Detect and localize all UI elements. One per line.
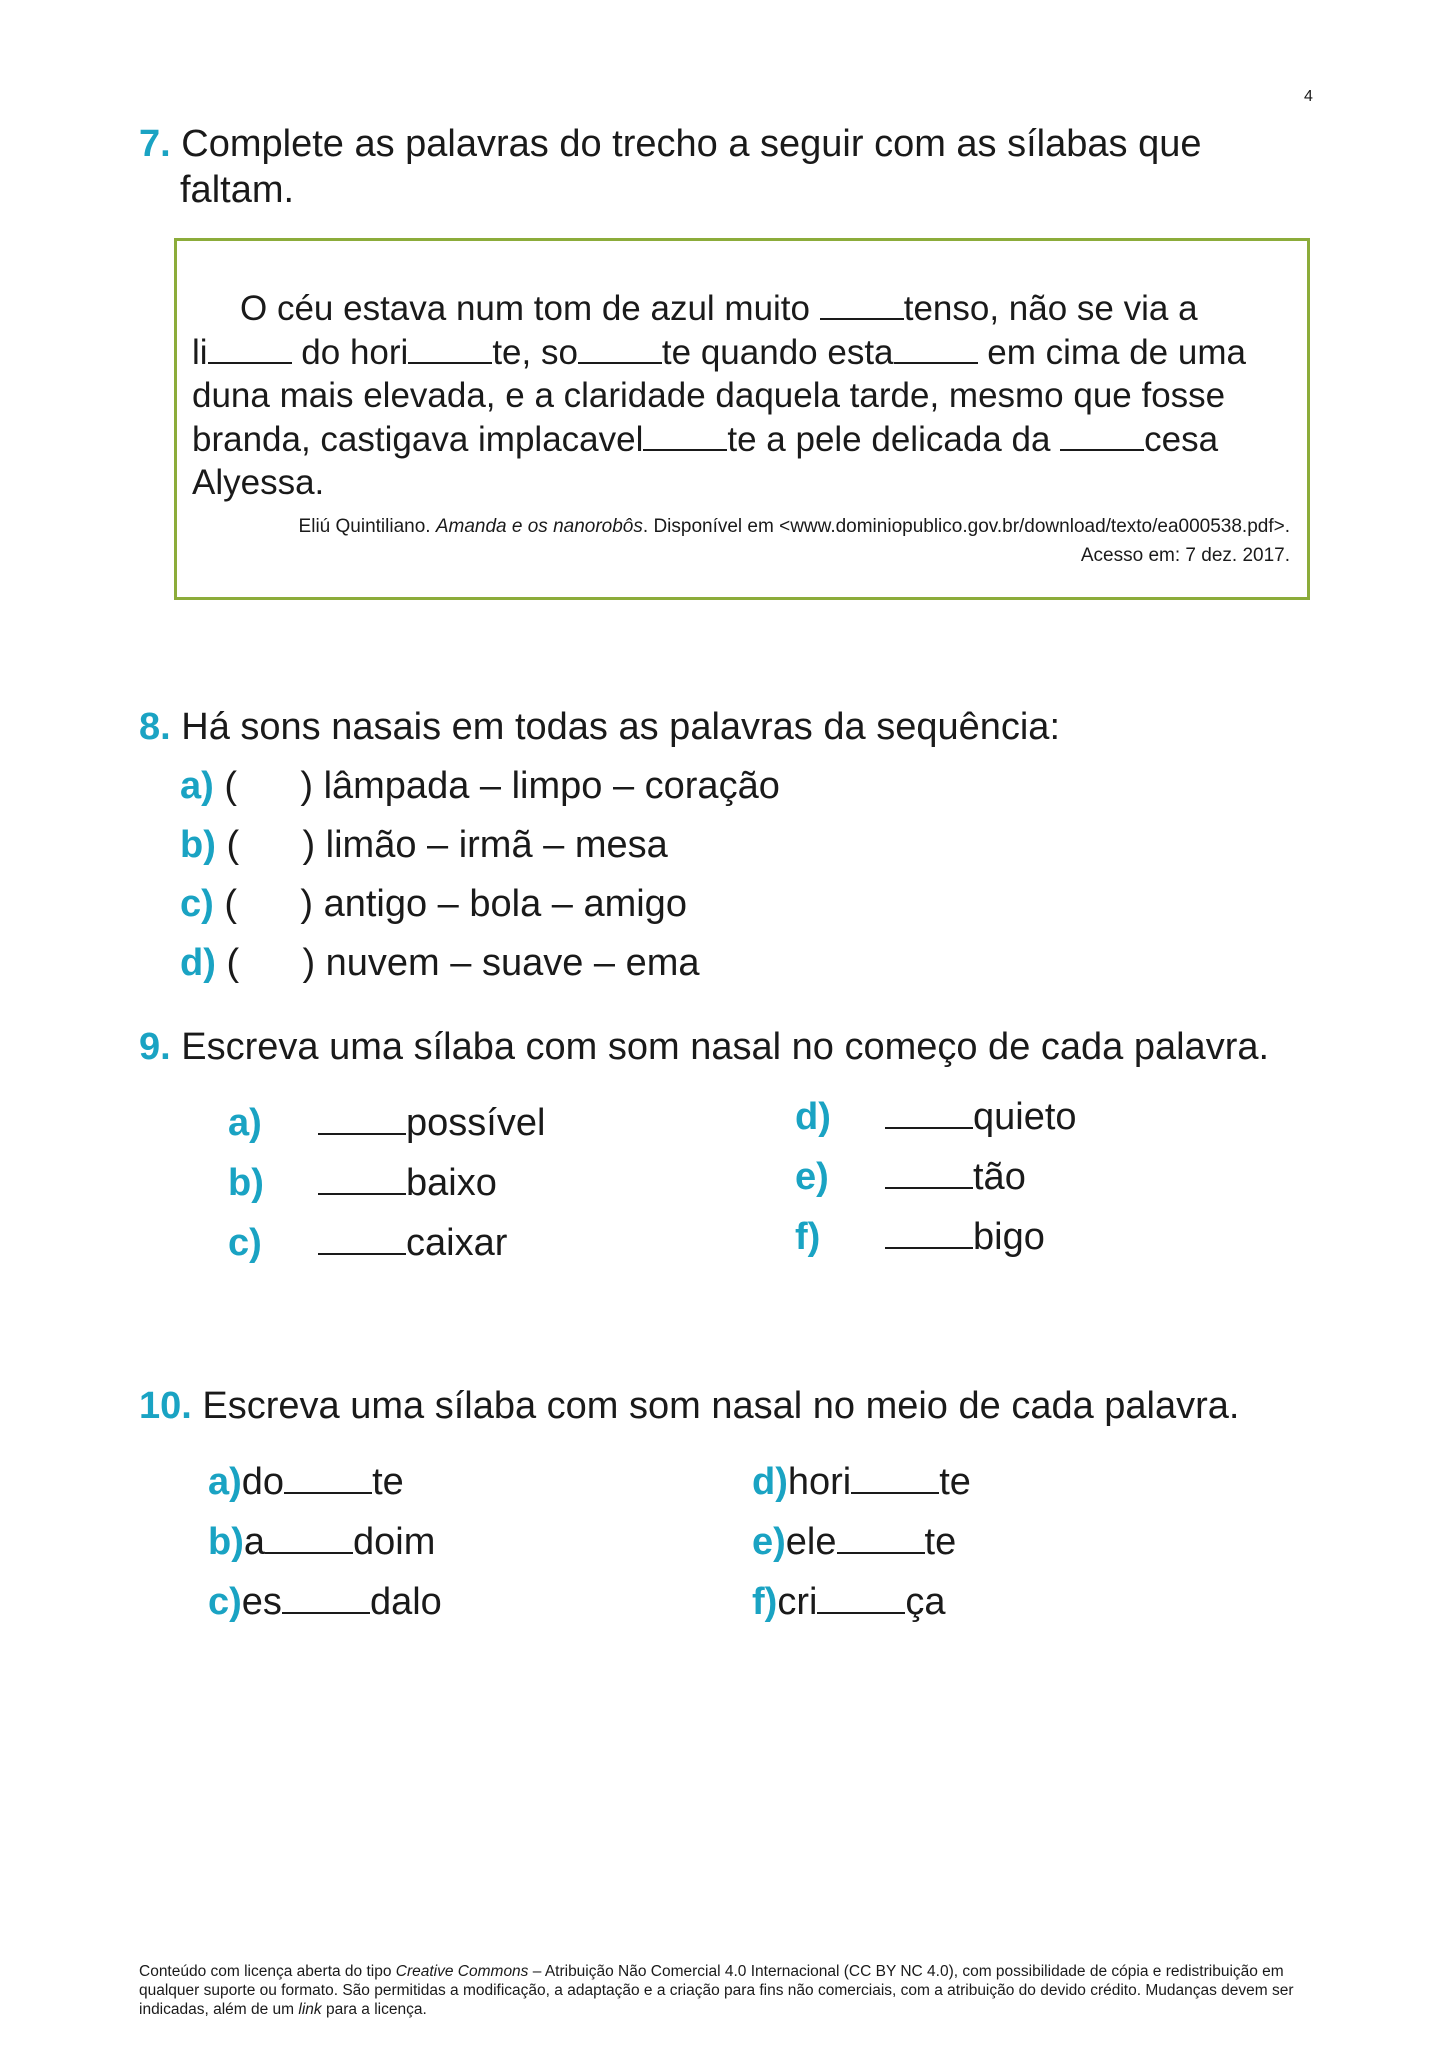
option-a[interactable]: a) ( ) lâmpada – limpo – coração	[180, 765, 780, 807]
question-7	[139, 121, 1201, 167]
option-c[interactable]: c) ( ) antigo – bola – amigo	[180, 883, 687, 925]
q9-item-b: b) baixo	[228, 1162, 497, 1204]
blank-line[interactable]	[851, 1491, 939, 1494]
source-citation: Eliú Quintiliano. Amanda e os nanorobôs. Disponível em <www.dominiopublico.gov.br/download/texto/ea000538.pdf>.	[298, 516, 1290, 537]
blank-line[interactable]	[820, 317, 904, 320]
q10-item-a: a)do te	[208, 1461, 404, 1503]
q9-item-d: d) quieto	[795, 1096, 1077, 1138]
q10-item-e: e)ele te	[752, 1521, 957, 1563]
q10-item-f: f)cri ça	[752, 1581, 946, 1623]
q9-item-a: a) possível	[228, 1102, 546, 1144]
question-10: 10. Escreva uma sílaba com som nasal no meio de cada palavra.	[139, 1385, 1240, 1427]
q10-item-c: c)es dalo	[208, 1581, 442, 1623]
question-number: 7.	[139, 123, 171, 165]
blank-line[interactable]	[817, 1611, 905, 1614]
question-8: 8. Há sons nasais em todas as palavras da sequência:	[139, 706, 1060, 748]
option-d[interactable]: d) ( ) nuvem – suave – ema	[180, 942, 700, 984]
blank-line[interactable]	[408, 361, 492, 364]
blank-line[interactable]	[643, 448, 727, 451]
license-footer: Conteúdo com licença aberta do tipo Creative Commons – Atribuição Não Comercial 4.0 Internacional (CC BY NC 4.0), com possibilidade de cópia e redistribuição em qualquer suporte ou formato. São permitidas a modificação, a adaptação e a criação para fins não comerciais, com a atribuição do devido crédito. Mudanças devem ser indicadas, além de um link para a licença.	[139, 1963, 1294, 2018]
blank-line[interactable]	[885, 1246, 973, 1249]
question-9: 9. Escreva uma sílaba com som nasal no começo de cada palavra.	[139, 1026, 1270, 1068]
q9-item-c: c) caixar	[228, 1222, 508, 1264]
blank-line[interactable]	[284, 1491, 372, 1494]
blank-line[interactable]	[265, 1551, 353, 1554]
question-text-line2: faltam.	[180, 169, 295, 211]
blank-line[interactable]	[318, 1252, 406, 1255]
blank-line[interactable]	[885, 1186, 973, 1189]
blank-line[interactable]	[318, 1132, 406, 1135]
page-number: 4	[1304, 88, 1313, 105]
blank-line[interactable]	[1060, 448, 1144, 451]
q10-item-b: b)a doim	[208, 1521, 436, 1563]
blank-line[interactable]	[318, 1192, 406, 1195]
q9-item-f: f) bigo	[795, 1216, 1045, 1258]
q9-item-e: e) tão	[795, 1156, 1026, 1198]
blank-line[interactable]	[282, 1611, 370, 1614]
blank-line[interactable]	[578, 361, 662, 364]
blank-line[interactable]	[208, 361, 292, 364]
passage: O céu estava num tom de azul muito tenso, não se via a li do hori te, so te quando esta em cima de uma duna mais elevada, e a claridade daquela tarde, mesmo que fosse branda, castigava implacavel te a pele delicada da cesa Alyessa.	[192, 289, 1246, 502]
question-text: Complete as palavras do trecho a seguir com as sílabas que	[181, 123, 1202, 165]
option-b[interactable]: b) ( ) limão – irmã – mesa	[180, 824, 668, 866]
q10-item-d: d)hori te	[752, 1461, 971, 1503]
blank-line[interactable]	[837, 1551, 925, 1554]
source-access: Acesso em: 7 dez. 2017.	[1080, 545, 1290, 566]
blank-line[interactable]	[885, 1126, 973, 1129]
blank-line[interactable]	[894, 361, 978, 364]
